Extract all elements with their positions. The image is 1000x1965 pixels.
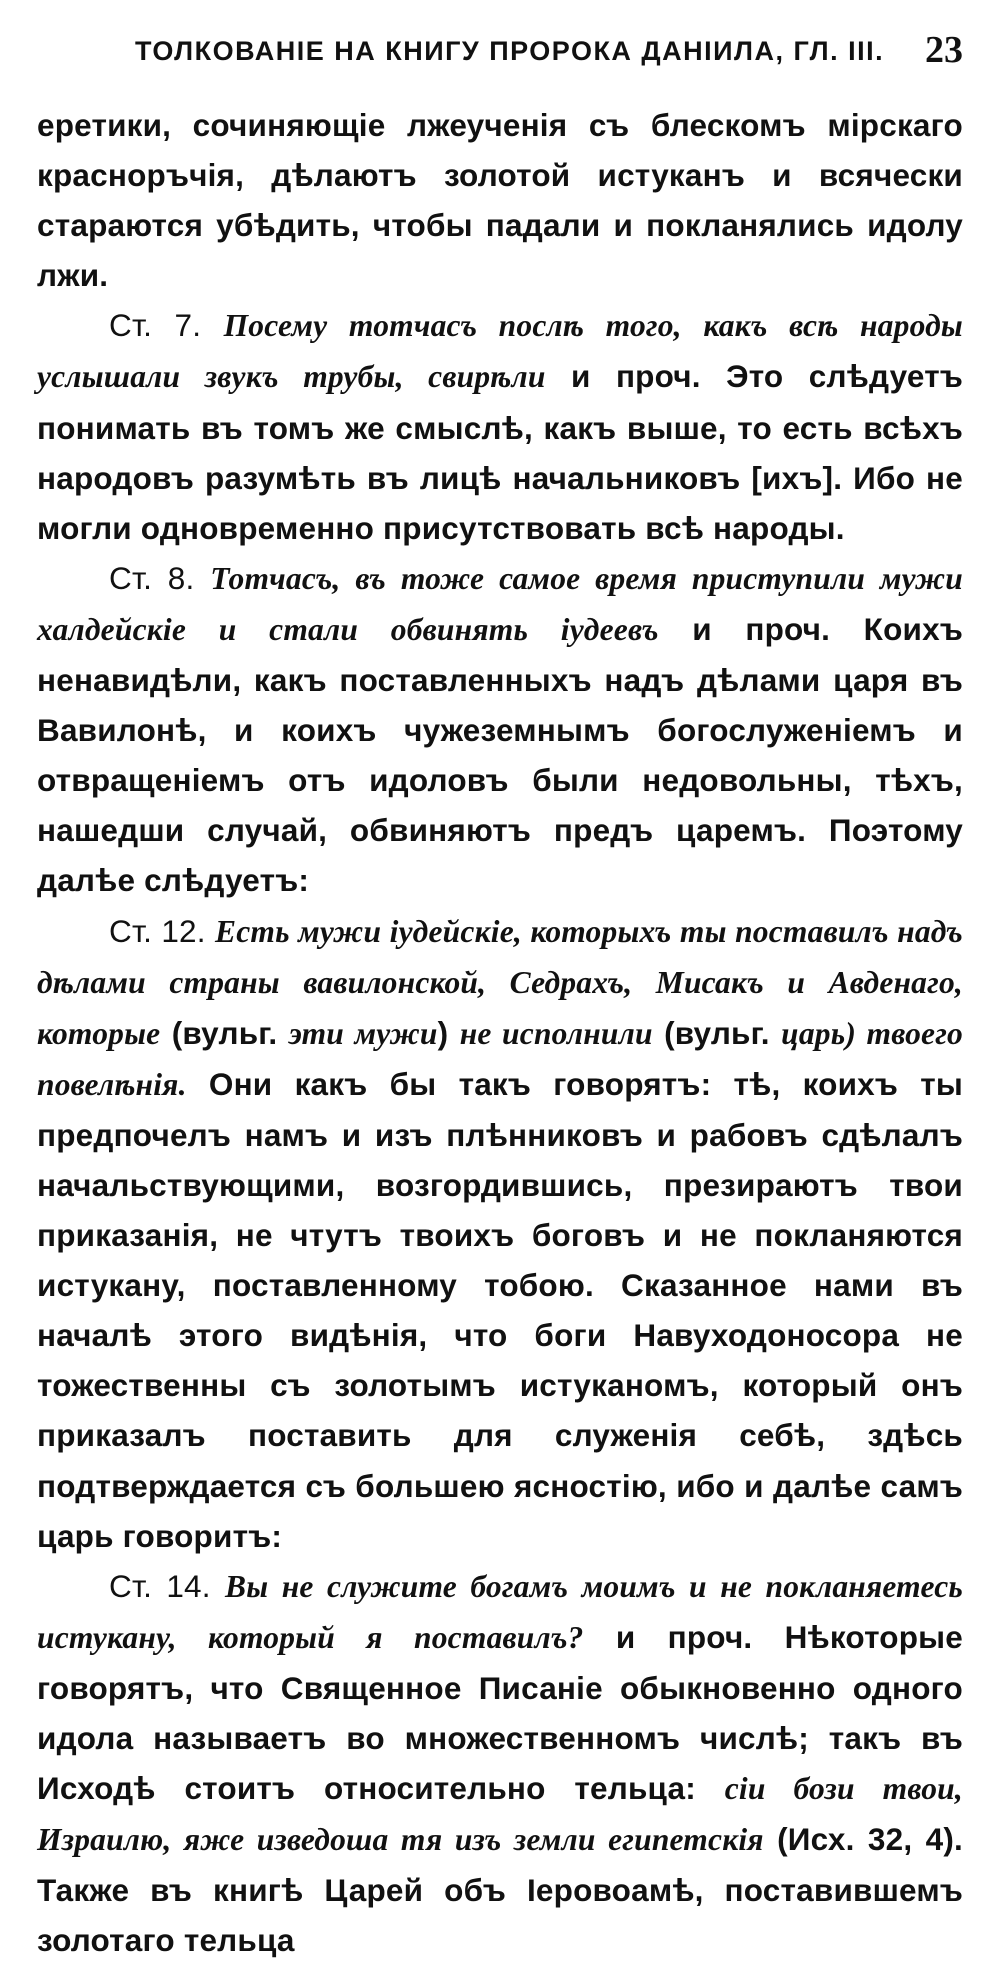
running-title: ТОЛКОВАНІЕ НА КНИГУ ПРОРОКА ДАНІИЛА, ГЛ. III. — [135, 36, 885, 66]
text-run: (вульг. — [652, 1014, 782, 1051]
verse-reference: Ст. 14. — [109, 1567, 226, 1604]
scripture-quote: не исполнили — [459, 1015, 653, 1051]
scripture-quote: Тотчасъ, въ тоже самое время приступили мужи халдейскіе и стали обвинять іудеевъ — [37, 560, 963, 647]
verse-reference: Ст. 12. — [109, 912, 216, 949]
scripture-quote: Посему тотчасъ послѣ того, какъ всѣ народы услышали звукъ трубы, свирѣли — [37, 308, 963, 395]
scripture-quote: Вы не служите богамъ моимъ и не покланяетесь истукану, который я поставилъ? — [37, 1568, 963, 1655]
text-run: еретики, сочиняющіе лжеученія съ блескомъ мірскаго красноръчія, дѣлаютъ золотой истуканъ и всячески стараются убѣдить, чтобы падали и покланялись идолу лжи. — [37, 107, 963, 294]
text-run: и проч. Коихъ ненавидѣли, какъ поставленныхъ надъ дѣлами царя въ Вавилонѣ, и коихъ чужеземнымъ богослуженіемъ и отвращеніемъ отъ идоловъ были недовольны, тѣхъ, нашедши случай, обвиняютъ предъ царемъ. Поэтому далѣе слѣдуетъ: — [37, 610, 964, 899]
paragraph — [37, 906, 963, 1561]
paragraph — [37, 100, 963, 300]
text-run: и проч. Это слѣдуетъ понимать въ томъ же смыслѣ, какъ выше, то есть всѣхъ народовъ разумѣть въ лицѣ начальниковъ [ихъ]. Ибо не могли одновременно присутствовать всѣ народы. — [37, 358, 963, 546]
text-run: ) — [437, 1014, 460, 1051]
scripture-quote: царь) твоего повелѣнія. — [37, 1015, 963, 1102]
paragraph — [37, 1561, 963, 1965]
text-run: (Исх. 32, 4). Также въ книгѣ Царей объ Іеровоамѣ, поставившемъ золотаго тельца — [37, 1821, 963, 1959]
scripture-quote: эти мужи — [288, 1015, 438, 1051]
scripture-quote: Есть мужи іудейскіе, которыхъ ты поставилъ надъ дѣлами страны вавилонской, Седрахъ, Мисакъ и Авденаго, которые — [37, 913, 963, 1051]
book-page — [37, 26, 963, 1965]
text-run: (вульг. — [160, 1014, 289, 1051]
page-number: 23 — [925, 29, 963, 71]
text-run: и проч. Нѣкоторые говорятъ, что Священное Писаніе обыкновенно одного идола называетъ во множественномъ числѣ; такъ въ Исходѣ стоитъ относительно тельца: — [37, 1618, 963, 1807]
paragraph — [37, 300, 963, 552]
body-text — [37, 100, 963, 1965]
page-header — [37, 26, 963, 86]
paragraph — [37, 553, 963, 906]
text-run: Они какъ бы такъ говорятъ: тѣ, коихъ ты предпочелъ намъ и изъ плѣнниковъ и рабовъ сдѣлалъ начальствующими, возгордившись, презираютъ твои приказанія, не чтутъ твоихъ боговъ и не покланяются истукану, поставленному тобою. Сказанное нами въ началѣ этого видѣнія, что боги Навуходоносора не тожественны съ золотымъ истуканомъ, который онъ приказалъ поставить для служенія себѣ, здѣсь подтверждается съ большею ясностію, ибо и далѣе самъ царь говоритъ: — [37, 1065, 963, 1554]
verse-reference: Ст. 8. — [109, 559, 211, 596]
verse-reference: Ст. 7. — [109, 307, 224, 344]
scripture-quote: сіи бози твои, Израилю, яже изведоша тя изъ земли египетскія — [37, 1771, 963, 1858]
